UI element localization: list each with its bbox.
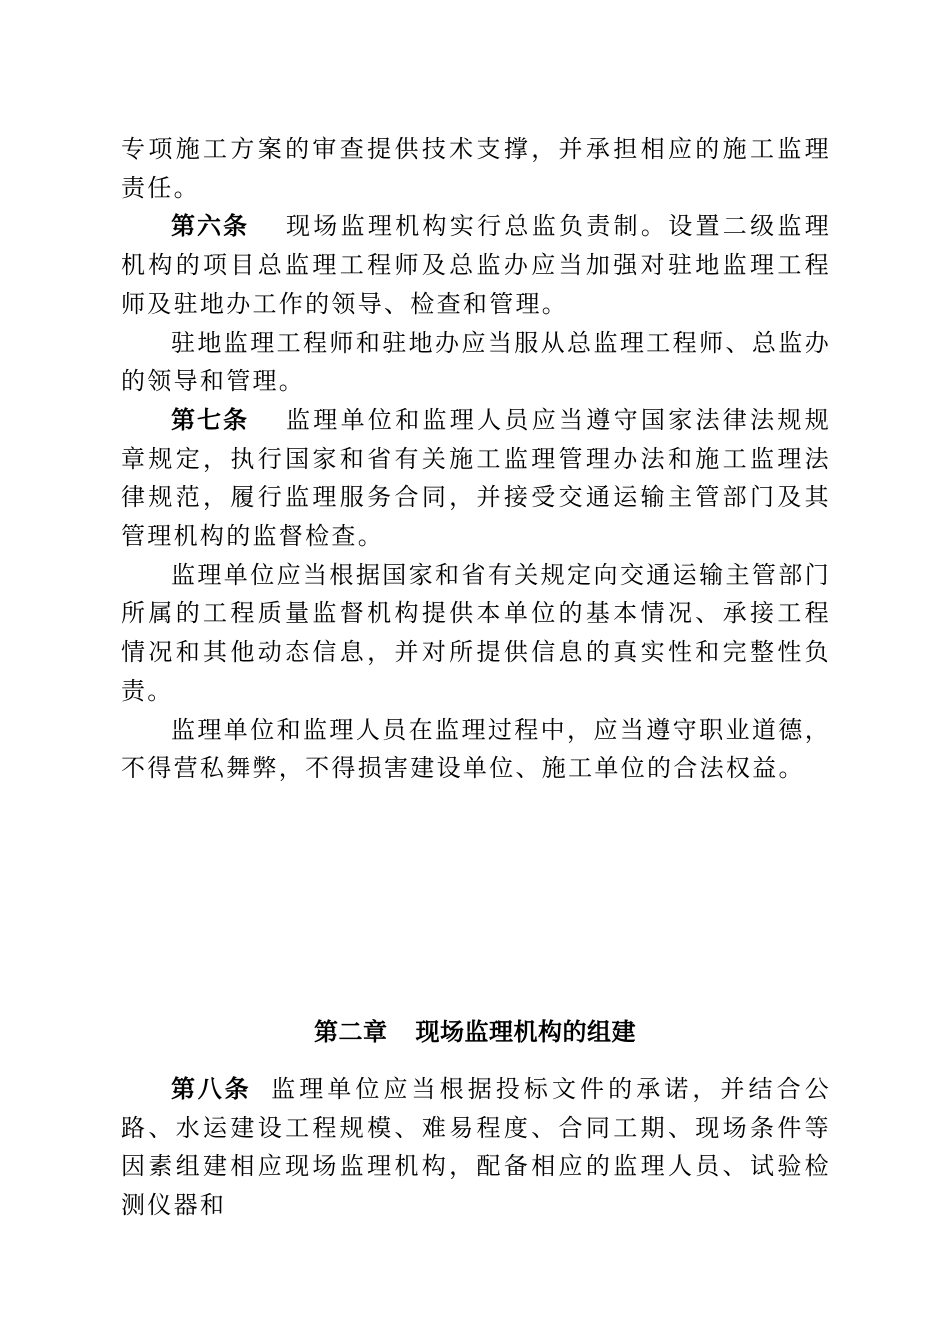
article-8 <box>121 1070 831 1225</box>
chapter-title-text: 现场监理机构的组建 <box>415 1018 636 1046</box>
article-8-text: 监理单位应当根据投标文件的承诺，并结合公路、水运建设工程规模、难易程度、合同工期、现场条件等因素组建相应现场监理机构，配备相应的监理人员、试验检测仪器和 <box>121 1075 832 1220</box>
article-7-text: 监理单位和监理人员应当遵守国家法律法规规章规定，执行国家和省有关施工监理管理办法和施工监理法律规范，履行监理服务合同，并接受交通运输主管部门及其管理机构的监督检查。 <box>121 405 831 551</box>
article-6-label: 第六条 <box>171 212 249 241</box>
paragraph-continuation: 专项施工方案的审查提供技术支撑，并承担相应的施工监理责任。 <box>121 135 831 202</box>
chapter-heading <box>0 1012 950 1052</box>
article-6-text: 现场监理机构实行总监负责制。设置二级监理机构的项目总监理工程师及总监办应当加强对驻地监理工程师及驻地办工作的领导、检查和管理。 <box>121 212 831 318</box>
article-6-paragraph-2: 驻地监理工程师和驻地办应当服从总监理工程师、总监办的领导和管理。 <box>121 328 831 396</box>
article-6 <box>121 207 831 323</box>
text-section-lower <box>121 1070 831 1225</box>
article-7 <box>121 401 831 556</box>
article-7-label: 第七条 <box>171 405 249 434</box>
text-section-upper <box>121 130 831 788</box>
article-7-paragraph-3: 监理单位和监理人员在监理过程中，应当遵守职业道德，不得营私舞弊，不得损害建设单位、施工单位的合法权益。 <box>121 715 831 783</box>
article-7-paragraph-2: 监理单位应当根据国家和省有关规定向交通运输主管部门所属的工程质量监督机构提供本单位的基本情况、承接工程情况和其他动态信息，并对所提供信息的真实性和完整性负责。 <box>121 560 831 705</box>
article-8-label: 第八条 <box>171 1075 252 1103</box>
chapter-number: 第二章 <box>314 1018 388 1046</box>
